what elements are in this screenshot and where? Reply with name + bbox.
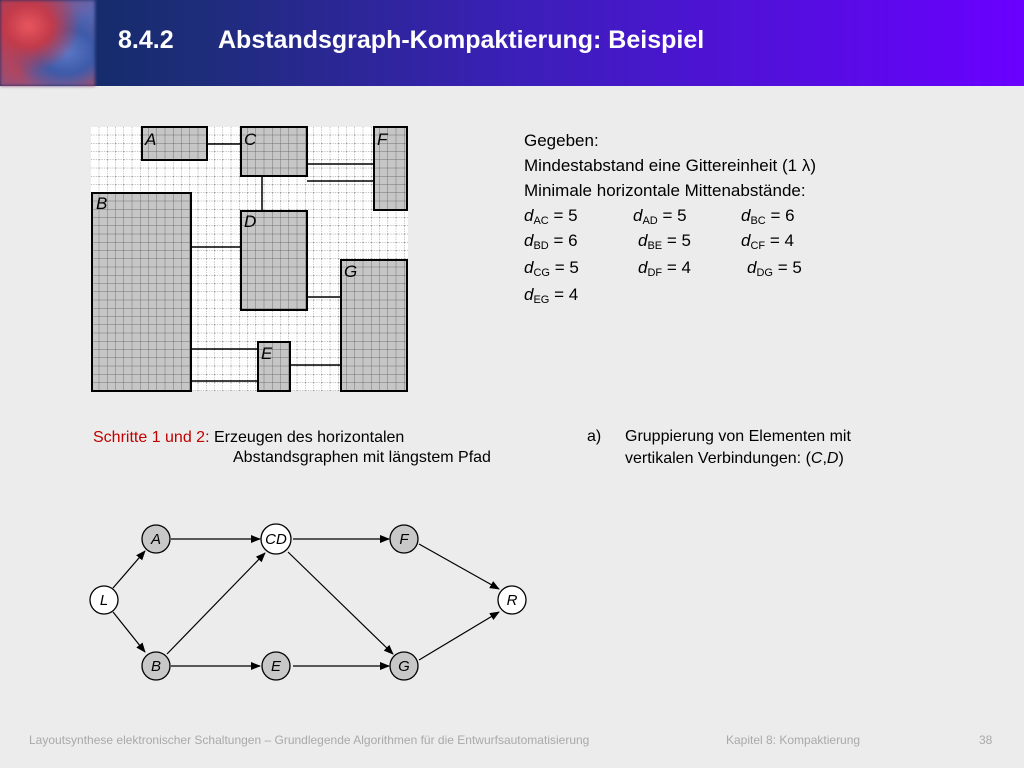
steps-text-1: Erzeugen des horizontalen	[213, 429, 405, 446]
distance-ad: $d_{AD} = 5$	[633, 206, 687, 227]
node-label-b: B	[150, 658, 162, 675]
distance-dg: $d_{DG} = 5$	[747, 258, 802, 279]
steps-label: Schritte 1 und 2:	[93, 429, 210, 446]
edge-l-b	[113, 612, 145, 652]
edge-g-r	[419, 612, 499, 660]
block-label-a: A	[145, 130, 157, 149]
block-label-e: E	[261, 344, 273, 363]
given-heading: Gegeben:	[524, 131, 599, 150]
distance-ac: $d_{AC} = 5$	[524, 206, 578, 227]
steps-description	[93, 426, 404, 449]
section-number: 8.4.2	[118, 26, 174, 54]
note-marker: a)	[587, 428, 602, 445]
note-line-2: vertikalen Verbindungen: (C,D)	[625, 450, 844, 467]
node-label-cd: CD	[265, 531, 287, 548]
edge-cd-g	[288, 552, 393, 654]
distance-cg: $d_{CG} = 5$	[524, 258, 579, 279]
block-label-c: C	[244, 130, 257, 149]
block-label-f: F	[377, 130, 388, 149]
distance-cf: $d_{CF} = 4$	[741, 231, 794, 252]
note-line-1: Gruppierung von Elementen mit	[625, 428, 851, 445]
edge-l-a	[113, 551, 145, 588]
given-center-distances: Minimale horizontale Mittenabstände:	[524, 181, 806, 200]
edge-f-r	[419, 544, 499, 589]
block-label-b: B	[96, 194, 108, 213]
node-label-e: E	[270, 658, 282, 675]
grouping-note	[587, 426, 851, 448]
block-b	[92, 193, 191, 391]
given-block	[524, 128, 816, 203]
node-label-f: F	[399, 531, 409, 548]
distance-eg: $d_{EG} = 4$	[524, 285, 579, 306]
graph-edges	[113, 539, 499, 666]
distance-df: $d_{DF} = 4$	[638, 258, 691, 279]
block-label-d: D	[244, 212, 257, 231]
node-label-l: L	[99, 592, 109, 609]
distance-bc: $d_{BC} = 6$	[741, 206, 795, 227]
node-label-a: A	[150, 531, 162, 548]
block-label-g: G	[344, 262, 358, 281]
given-min-distance: Mindestabstand eine Gittereinheit (1 λ)	[524, 156, 816, 175]
footer-course: Layoutsynthese elektronischer Schaltungen – Grundlegende Algorithmen für die Entwurfsautomatisierung	[29, 733, 590, 747]
footer-chapter: Kapitel 8: Kompaktierung	[726, 733, 861, 747]
footer-page-number: 38	[979, 733, 993, 747]
edge-b-cd	[167, 553, 265, 654]
distance-bd: $d_{BD} = 6$	[524, 231, 578, 252]
distance-be: $d_{BE} = 5$	[638, 231, 691, 252]
slide-title: Abstandsgraph-Kompaktierung: Beispiel	[218, 26, 705, 54]
node-label-g: G	[398, 658, 410, 675]
steps-text-2: Abstandsgraphen mit längstem Pfad	[233, 449, 491, 466]
node-label-r: R	[506, 592, 518, 609]
